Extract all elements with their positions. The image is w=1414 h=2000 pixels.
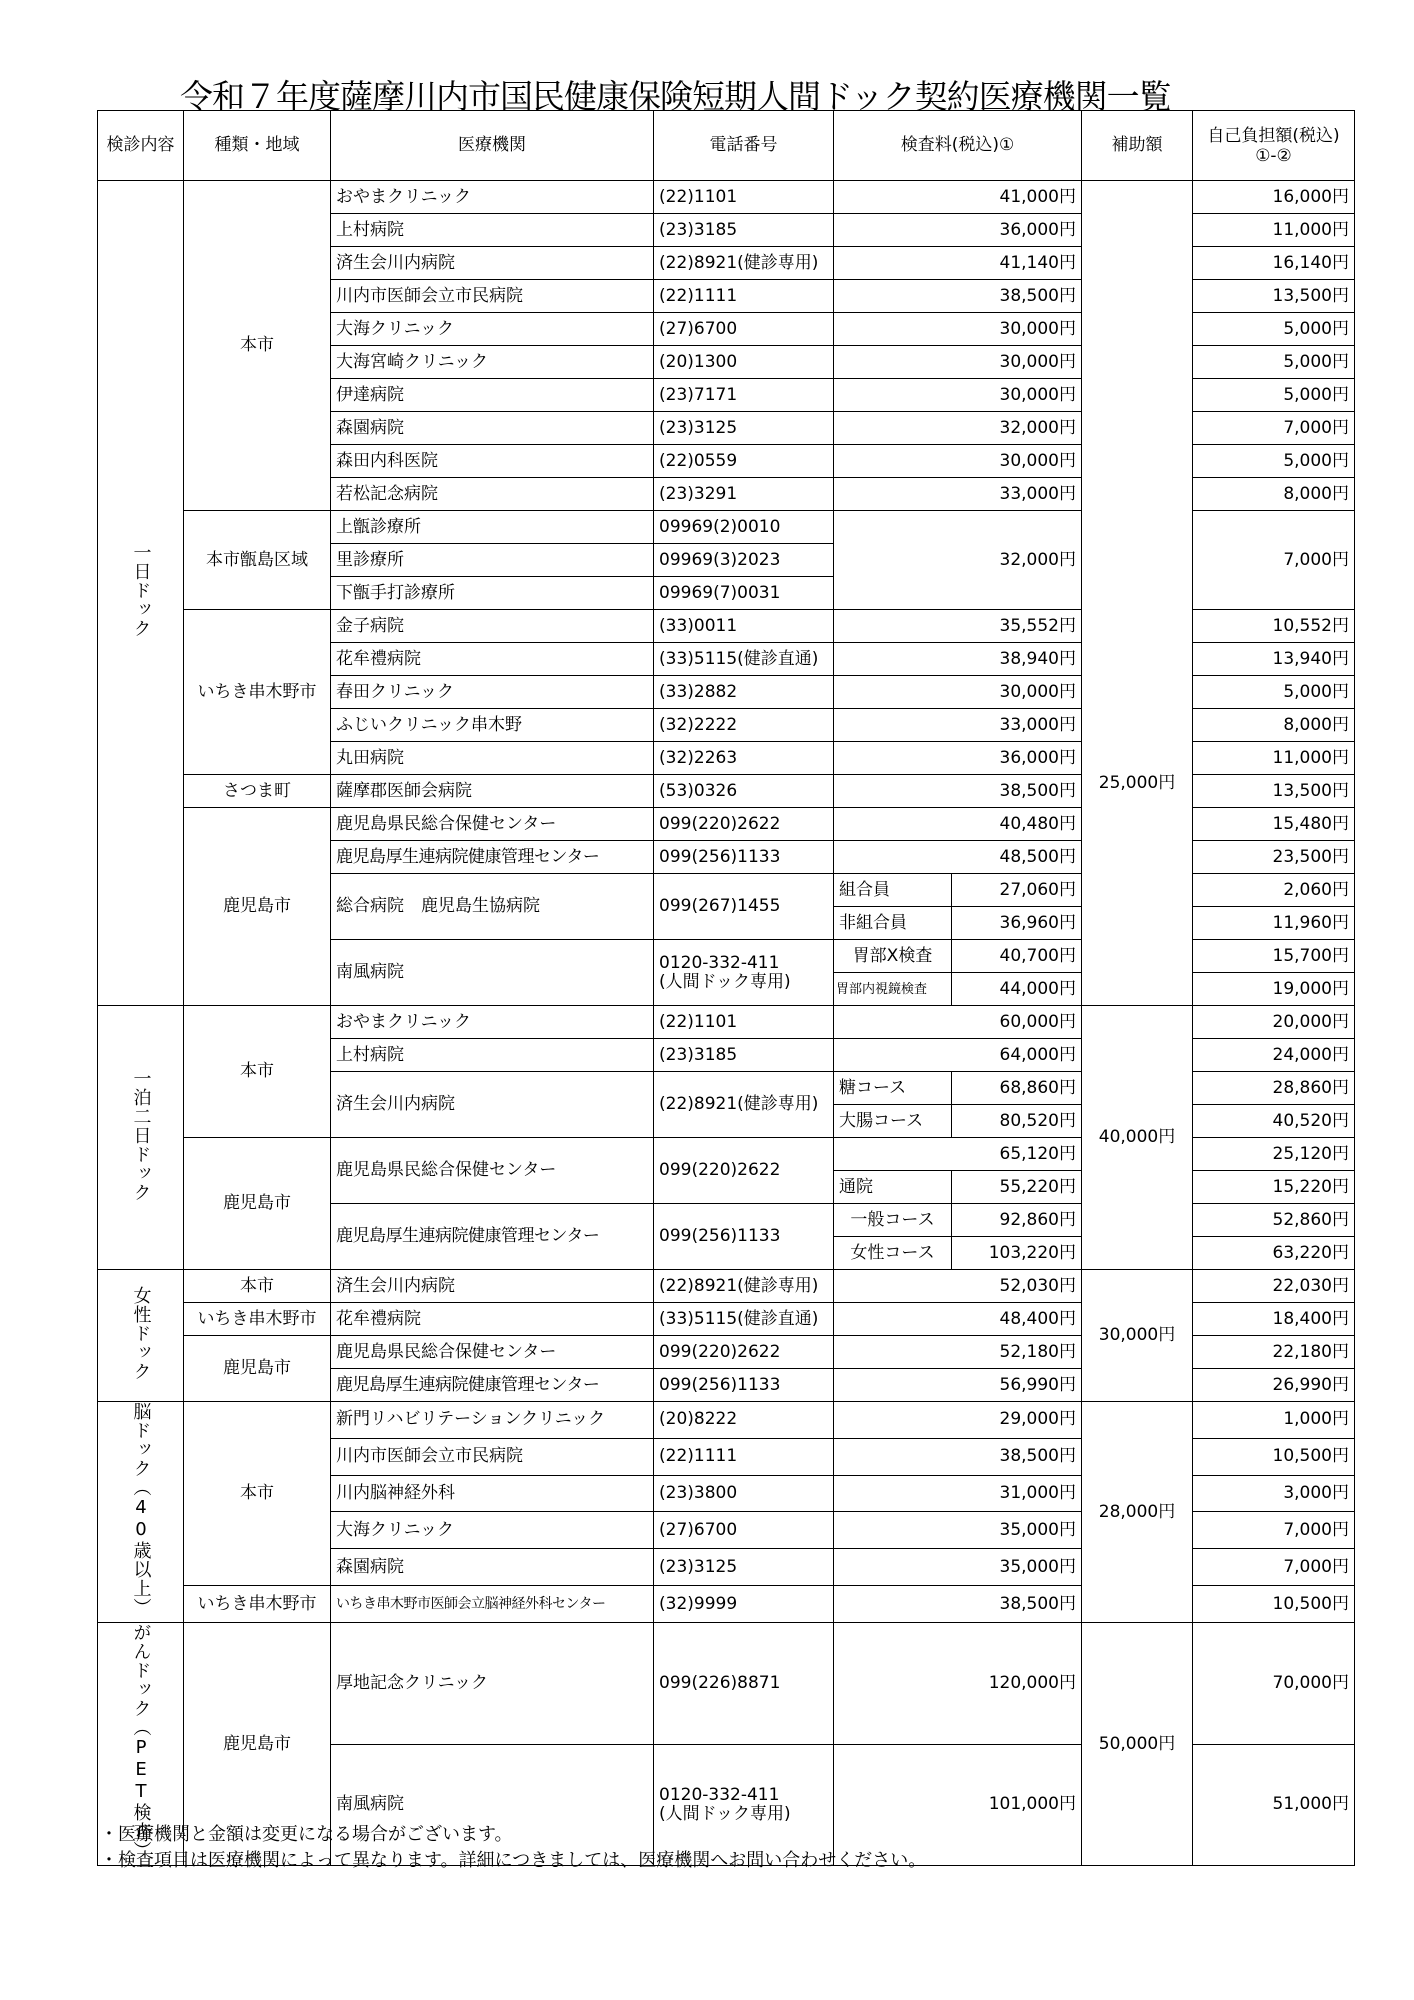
self-pay: 16,000円 <box>1193 181 1355 214</box>
fee: 92,860円 <box>952 1204 1082 1237</box>
phone-number: (23)3291 <box>654 478 834 511</box>
fee: 64,000円 <box>834 1039 1082 1072</box>
self-pay: 20,000円 <box>1193 1006 1355 1039</box>
self-pay: 10,500円 <box>1193 1438 1355 1475</box>
facility-name: 上村病院 <box>331 1039 654 1072</box>
facility-name: 春田クリニック <box>331 676 654 709</box>
section-cancer-label: がんドック（PET検査） <box>98 1623 184 1866</box>
phone-number: (20)1300 <box>654 346 834 379</box>
phone-number: (23)3800 <box>654 1475 834 1512</box>
self-pay: 8,000円 <box>1193 478 1355 511</box>
facility-name: 里診療所 <box>331 544 654 577</box>
self-pay: 5,000円 <box>1193 346 1355 379</box>
facility-name: 上甑診療所 <box>331 511 654 544</box>
fee: 101,000円 <box>834 1744 1082 1866</box>
course-label <box>834 1138 952 1171</box>
facility-name: ふじいクリニック串木野 <box>331 709 654 742</box>
facility-name: 大海クリニック <box>331 313 654 346</box>
fee: 30,000円 <box>834 379 1082 412</box>
facility-name: おやまクリニック <box>331 1006 654 1039</box>
phone-number: (32)2263 <box>654 742 834 775</box>
course-label: 組合員 <box>834 874 952 907</box>
phone-number: (22)8921(健診専用) <box>654 1270 834 1303</box>
fee: 40,480円 <box>834 808 1082 841</box>
phone-number: (32)2222 <box>654 709 834 742</box>
course-label: 糖コース <box>834 1072 952 1105</box>
region-label: いちき串木野市 <box>184 1303 331 1336</box>
self-pay: 8,000円 <box>1193 709 1355 742</box>
fee: 38,500円 <box>834 1586 1082 1623</box>
facility-name: 鹿児島県民総合保健センター <box>331 1138 654 1204</box>
facility-name: 下甑手打診療所 <box>331 577 654 610</box>
self-pay: 18,400円 <box>1193 1303 1355 1336</box>
course-label: 胃部X検査 <box>834 940 952 973</box>
phone-number: (23)3185 <box>654 214 834 247</box>
phone-number: (22)1101 <box>654 1006 834 1039</box>
phone-number: 09969(2)0010 <box>654 511 834 544</box>
region-label: いちき串木野市 <box>184 1586 331 1623</box>
phone-number: (23)7171 <box>654 379 834 412</box>
region-label: 本市 <box>184 1006 331 1138</box>
facility-name: 大海クリニック <box>331 1512 654 1549</box>
footnotes <box>100 1822 926 1874</box>
fee: 44,000円 <box>952 973 1082 1006</box>
fee: 38,940円 <box>834 643 1082 676</box>
self-pay: 63,220円 <box>1193 1237 1355 1270</box>
fee: 35,552円 <box>834 610 1082 643</box>
phone-number: (22)1111 <box>654 280 834 313</box>
self-pay: 7,000円 <box>1193 511 1355 610</box>
self-pay: 10,552円 <box>1193 610 1355 643</box>
self-pay: 70,000円 <box>1193 1623 1355 1745</box>
region-label: いちき串木野市 <box>184 610 331 775</box>
facility-name: おやまクリニック <box>331 181 654 214</box>
section-overnight-label: 一泊二日ドック <box>98 1006 184 1270</box>
region-label: 鹿児島市 <box>184 1138 331 1270</box>
fee: 30,000円 <box>834 346 1082 379</box>
course-label: 非組合員 <box>834 907 952 940</box>
phone-number: 099(220)2622 <box>654 808 834 841</box>
fee: 52,030円 <box>834 1270 1082 1303</box>
section-day-label: 一日ドック <box>98 181 184 1006</box>
facility-name: 薩摩郡医師会病院 <box>331 775 654 808</box>
facility-name: 新門リハビリテーションクリニック <box>331 1402 654 1439</box>
fee: 35,000円 <box>834 1549 1082 1586</box>
facility-name: 済生会川内病院 <box>331 1270 654 1303</box>
fee: 41,000円 <box>834 181 1082 214</box>
self-pay: 13,500円 <box>1193 280 1355 313</box>
subsidy-amount: 30,000円 <box>1082 1270 1193 1402</box>
facility-name: 森園病院 <box>331 1549 654 1586</box>
phone-number: 0120-332-411 (人間ドック専用) <box>654 940 834 1006</box>
self-pay: 11,000円 <box>1193 742 1355 775</box>
phone-number: (22)0559 <box>654 445 834 478</box>
phone-number: (27)6700 <box>654 313 834 346</box>
phone-number: (33)2882 <box>654 676 834 709</box>
self-pay: 5,000円 <box>1193 313 1355 346</box>
region-label: さつま町 <box>184 775 331 808</box>
fee: 32,000円 <box>834 511 1082 610</box>
fee: 65,120円 <box>952 1138 1082 1171</box>
facility-name: 森田内科医院 <box>331 445 654 478</box>
facility-name: 森園病院 <box>331 412 654 445</box>
section-brain-label: 脳ドック（40歳以上） <box>98 1402 184 1623</box>
fee: 36,000円 <box>834 214 1082 247</box>
header-row <box>98 111 1355 181</box>
self-pay: 22,180円 <box>1193 1336 1355 1369</box>
self-pay: 1,000円 <box>1193 1402 1355 1439</box>
self-pay: 16,140円 <box>1193 247 1355 280</box>
facility-name: 金子病院 <box>331 610 654 643</box>
facility-name: 総合病院 鹿児島生協病院 <box>331 874 654 940</box>
facility-name: 川内市医師会立市民病院 <box>331 280 654 313</box>
self-pay: 51,000円 <box>1193 1744 1355 1866</box>
facility-name: 南風病院 <box>331 1744 654 1866</box>
self-pay: 10,500円 <box>1193 1586 1355 1623</box>
fee: 33,000円 <box>834 478 1082 511</box>
region-label: 鹿児島市 <box>184 1336 331 1402</box>
self-pay: 5,000円 <box>1193 379 1355 412</box>
phone-number: (32)9999 <box>654 1586 834 1623</box>
facility-name: 花牟禮病院 <box>331 643 654 676</box>
header-subsidy: 補助額 <box>1082 111 1193 181</box>
phone-number: (23)3185 <box>654 1039 834 1072</box>
header-phone: 電話番号 <box>654 111 834 181</box>
self-pay: 5,000円 <box>1193 445 1355 478</box>
self-pay: 7,000円 <box>1193 412 1355 445</box>
footnote: ・検査項目は医療機関によって異なります。詳細につきましては、医療機関へお問い合わせください。 <box>100 1850 927 1871</box>
header-fee: 検査料(税込)① <box>834 111 1082 181</box>
phone-number: 0120-332-411 (人間ドック専用) <box>654 1744 834 1866</box>
self-pay: 15,480円 <box>1193 808 1355 841</box>
self-pay: 19,000円 <box>1193 973 1355 1006</box>
header-content: 検診内容 <box>98 111 184 181</box>
region-label: 本市 <box>184 1402 331 1586</box>
phone-number: (53)0326 <box>654 775 834 808</box>
region-label: 本市甑島区域 <box>184 511 331 610</box>
facility-name: いちき串木野市医師会立脳神経外科センター <box>331 1586 654 1623</box>
fee: 68,860円 <box>952 1072 1082 1105</box>
table-row <box>98 1623 1355 1745</box>
subsidy-amount: 50,000円 <box>1082 1623 1193 1866</box>
region-label: 本市 <box>184 1270 331 1303</box>
phone-number: 099(220)2622 <box>654 1138 834 1204</box>
facility-name: 鹿児島厚生連病院健康管理センター <box>331 1369 654 1402</box>
footnote: ・医療機関と金額は変更になる場合がございます。 <box>100 1824 513 1845</box>
header-facility: 医療機関 <box>331 111 654 181</box>
self-pay: 28,860円 <box>1193 1072 1355 1105</box>
self-pay: 11,960円 <box>1193 907 1355 940</box>
phone-number: 09969(3)2023 <box>654 544 834 577</box>
phone-number: (33)0011 <box>654 610 834 643</box>
fee: 40,700円 <box>952 940 1082 973</box>
fee: 32,000円 <box>834 412 1082 445</box>
phone-number: (33)5115(健診直通) <box>654 643 834 676</box>
table-row <box>98 1402 1355 1439</box>
phone-number: (22)8921(健診専用) <box>654 1072 834 1138</box>
table-row <box>98 1006 1355 1039</box>
fee: 30,000円 <box>834 676 1082 709</box>
facility-name: 鹿児島厚生連病院健康管理センター <box>331 1204 654 1270</box>
fee: 36,960円 <box>952 907 1082 940</box>
phone-number: (23)3125 <box>654 1549 834 1586</box>
fee: 120,000円 <box>834 1623 1082 1745</box>
fee: 52,180円 <box>834 1336 1082 1369</box>
phone-number: (22)1101 <box>654 181 834 214</box>
facility-name: 鹿児島県民総合保健センター <box>331 808 654 841</box>
table-row <box>98 1270 1355 1303</box>
phone-number: 099(267)1455 <box>654 874 834 940</box>
fee: 48,400円 <box>834 1303 1082 1336</box>
fee: 35,000円 <box>834 1512 1082 1549</box>
self-pay: 52,860円 <box>1193 1204 1355 1237</box>
table-row <box>98 181 1355 214</box>
facility-name: 済生会川内病院 <box>331 1072 654 1138</box>
fee: 29,000円 <box>834 1402 1082 1439</box>
self-pay: 7,000円 <box>1193 1512 1355 1549</box>
self-pay: 25,120円 <box>1193 1138 1355 1171</box>
self-pay: 2,060円 <box>1193 874 1355 907</box>
fee: 38,500円 <box>834 280 1082 313</box>
self-pay: 15,700円 <box>1193 940 1355 973</box>
self-pay: 13,940円 <box>1193 643 1355 676</box>
fee: 60,000円 <box>834 1006 1082 1039</box>
fee: 30,000円 <box>834 445 1082 478</box>
facility-name: 鹿児島県民総合保健センター <box>331 1336 654 1369</box>
region-label: 鹿児島市 <box>184 1623 331 1866</box>
phone-number: (23)3125 <box>654 412 834 445</box>
course-label: 通院 <box>834 1171 952 1204</box>
facility-name: 済生会川内病院 <box>331 247 654 280</box>
phone-number: 099(256)1133 <box>654 841 834 874</box>
facility-name: 花牟禮病院 <box>331 1303 654 1336</box>
phone-number: (33)5115(健診直通) <box>654 1303 834 1336</box>
self-pay: 13,500円 <box>1193 775 1355 808</box>
region-label: 本市 <box>184 181 331 511</box>
self-pay: 23,500円 <box>1193 841 1355 874</box>
phone-number: (27)6700 <box>654 1512 834 1549</box>
section-women-label: 女性ドック <box>98 1270 184 1402</box>
fee: 56,990円 <box>834 1369 1082 1402</box>
fee: 41,140円 <box>834 247 1082 280</box>
fee: 36,000円 <box>834 742 1082 775</box>
phone-number: (20)8222 <box>654 1402 834 1439</box>
fee: 33,000円 <box>834 709 1082 742</box>
facility-name: 大海宮崎クリニック <box>331 346 654 379</box>
facility-name: 若松記念病院 <box>331 478 654 511</box>
facility-name: 南風病院 <box>331 940 654 1006</box>
subsidy-amount: 40,000円 <box>1082 1006 1193 1270</box>
self-pay: 26,990円 <box>1193 1369 1355 1402</box>
header-type: 種類・地域 <box>184 111 331 181</box>
phone-number: 099(220)2622 <box>654 1336 834 1369</box>
contract-table <box>97 110 1355 1866</box>
fee: 31,000円 <box>834 1475 1082 1512</box>
facility-name: 丸田病院 <box>331 742 654 775</box>
phone-number: 09969(7)0031 <box>654 577 834 610</box>
fee: 27,060円 <box>952 874 1082 907</box>
self-pay: 22,030円 <box>1193 1270 1355 1303</box>
subsidy-amount: 28,000円 <box>1082 1402 1193 1623</box>
course-label: 女性コース <box>834 1237 952 1270</box>
phone-number: 099(256)1133 <box>654 1369 834 1402</box>
fee: 80,520円 <box>952 1105 1082 1138</box>
fee: 48,500円 <box>834 841 1082 874</box>
facility-name: 川内市医師会立市民病院 <box>331 1438 654 1475</box>
phone-number: (22)8921(健診専用) <box>654 247 834 280</box>
self-pay: 7,000円 <box>1193 1549 1355 1586</box>
fee: 38,500円 <box>834 775 1082 808</box>
phone-number: 099(226)8871 <box>654 1623 834 1745</box>
fee: 30,000円 <box>834 313 1082 346</box>
header-self: 自己負担額(税込) ①-② <box>1193 111 1355 181</box>
region-label: 鹿児島市 <box>184 808 331 1006</box>
facility-name: 鹿児島厚生連病院健康管理センター <box>331 841 654 874</box>
self-pay: 5,000円 <box>1193 676 1355 709</box>
fee: 38,500円 <box>834 1438 1082 1475</box>
facility-name: 上村病院 <box>331 214 654 247</box>
course-label: 胃部内視鏡検査 <box>834 973 952 1006</box>
subsidy-amount: 25,000円 <box>1082 181 1193 1006</box>
phone-number: (22)1111 <box>654 1438 834 1475</box>
fee: 103,220円 <box>952 1237 1082 1270</box>
self-pay: 24,000円 <box>1193 1039 1355 1072</box>
self-pay: 15,220円 <box>1193 1171 1355 1204</box>
page-title: 令和７年度薩摩川内市国民健康保険短期人間ドック契約医療機関一覧 <box>180 77 1171 116</box>
self-pay: 3,000円 <box>1193 1475 1355 1512</box>
facility-name: 川内脳神経外科 <box>331 1475 654 1512</box>
facility-name: 厚地記念クリニック <box>331 1623 654 1745</box>
fee: 55,220円 <box>952 1171 1082 1204</box>
course-label: 一般コース <box>834 1204 952 1237</box>
course-label: 大腸コース <box>834 1105 952 1138</box>
phone-number: 099(256)1133 <box>654 1204 834 1270</box>
facility-name: 伊達病院 <box>331 379 654 412</box>
self-pay: 11,000円 <box>1193 214 1355 247</box>
self-pay: 40,520円 <box>1193 1105 1355 1138</box>
